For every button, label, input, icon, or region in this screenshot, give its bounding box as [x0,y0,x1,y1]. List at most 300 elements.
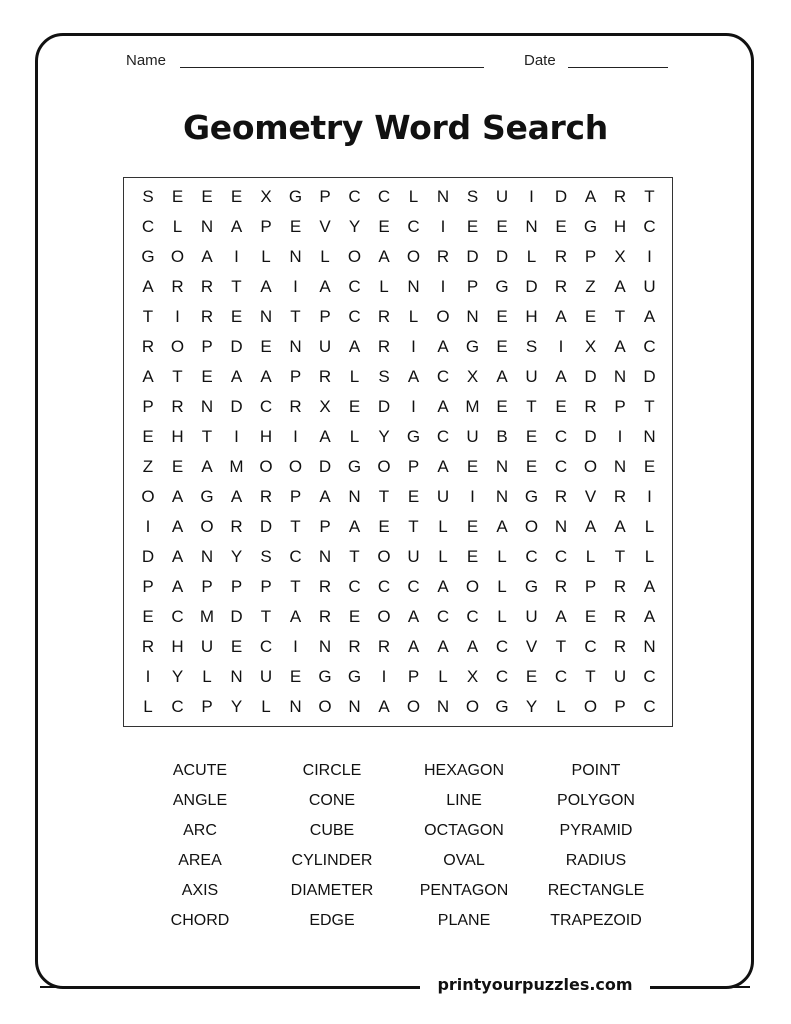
grid-letter[interactable]: E [466,457,479,476]
grid-letter[interactable]: C [643,667,656,686]
grid-letter[interactable]: A [407,367,420,386]
grid-letter[interactable]: N [407,277,420,296]
grid-letter[interactable]: A [437,457,449,476]
grid-letter[interactable]: P [142,397,154,416]
grid-letter[interactable]: A [260,277,272,296]
grid-letter[interactable]: U [436,487,450,506]
grid-letter[interactable]: N [495,457,509,476]
name-line[interactable] [180,67,484,68]
grid-letter[interactable]: A [437,637,449,656]
grid-letter[interactable]: S [260,547,272,566]
grid-letter[interactable]: C [348,577,361,596]
grid-letter[interactable]: R [554,247,568,266]
grid-letter[interactable]: A [466,637,479,656]
grid-letter[interactable]: D [643,367,656,386]
grid-letter[interactable]: G [200,487,214,506]
grid-letter[interactable]: C [259,397,273,416]
grid-letter[interactable]: R [200,307,214,326]
grid-letter[interactable]: R [171,397,184,416]
grid-letter[interactable]: A [496,367,508,386]
grid-letter[interactable]: E [555,397,567,416]
grid-letter[interactable]: V [525,637,538,656]
grid-letter[interactable]: X [614,247,626,266]
grid-letter[interactable]: P [319,187,331,206]
grid-letter[interactable]: P [230,577,243,596]
grid-letter[interactable]: C [348,187,361,206]
grid-letter[interactable]: Y [171,667,184,686]
grid-letter[interactable]: N [200,397,214,416]
grid-letter[interactable]: R [318,577,332,596]
grid-letter[interactable]: R [230,517,243,536]
grid-letter[interactable]: O [377,547,391,566]
grid-letter[interactable]: E [142,427,154,446]
grid-letter[interactable]: S [525,337,538,356]
grid-letter[interactable]: L [320,247,330,266]
grid-letter[interactable]: L [497,607,507,626]
grid-letter[interactable]: X [584,337,597,356]
grid-letter[interactable]: A [437,337,449,356]
grid-letter[interactable]: C [643,697,656,716]
grid-letter[interactable]: I [617,427,623,446]
grid-letter[interactable]: E [466,547,479,566]
grid-letter[interactable]: A [348,337,361,356]
grid-letter[interactable]: A [378,247,390,266]
grid-letter[interactable]: U [525,367,538,386]
grid-letter[interactable]: A [614,517,626,536]
grid-letter[interactable]: P [289,367,302,386]
grid-letter[interactable]: Y [348,217,361,236]
grid-letter[interactable]: L [408,187,419,206]
grid-letter[interactable]: C [584,637,597,656]
grid-letter[interactable]: G [524,577,539,596]
grid-letter[interactable]: P [614,697,626,716]
grid-letter[interactable]: A [142,277,154,296]
grid-letter[interactable]: R [554,487,568,506]
grid-letter[interactable]: O [465,577,480,596]
grid-letter[interactable]: N [259,307,273,326]
grid-letter[interactable]: D [318,457,332,476]
grid-letter[interactable]: A [378,697,390,716]
grid-letter[interactable]: H [525,307,538,326]
grid-letter[interactable]: I [381,667,387,686]
grid-letter[interactable]: I [440,217,446,236]
grid-letter[interactable]: R [613,637,627,656]
grid-letter[interactable]: E [260,337,272,356]
grid-letter[interactable]: A [171,487,184,506]
grid-letter[interactable]: S [142,187,154,206]
grid-letter[interactable]: Z [585,277,596,296]
grid-letter[interactable]: L [379,277,389,296]
grid-letter[interactable]: C [407,217,420,236]
grid-letter[interactable]: I [558,337,564,356]
grid-letter[interactable]: D [554,187,568,206]
grid-letter[interactable]: U [613,667,627,686]
grid-letter[interactable]: E [466,517,479,536]
grid-letter[interactable]: N [613,457,627,476]
grid-letter[interactable]: A [289,607,302,626]
grid-letter[interactable]: A [643,577,656,596]
grid-letter[interactable]: E [555,217,567,236]
grid-letter[interactable]: A [201,457,213,476]
grid-letter[interactable]: L [526,247,537,266]
grid-letter[interactable]: E [230,187,243,206]
grid-letter[interactable]: E [378,217,390,236]
grid-letter[interactable]: I [411,397,416,416]
grid-letter[interactable]: E [348,607,361,626]
grid-letter[interactable]: P [260,577,272,596]
grid-letter[interactable]: O [465,697,480,716]
grid-letter[interactable]: A [230,367,243,386]
grid-letter[interactable]: D [584,367,597,386]
grid-letter[interactable]: A [437,397,449,416]
grid-letter[interactable]: T [614,307,626,326]
grid-letter[interactable]: A [230,487,243,506]
grid-letter[interactable]: L [556,697,566,716]
grid-letter[interactable]: L [408,307,419,326]
grid-letter[interactable]: E [201,187,213,206]
grid-letter[interactable]: M [465,397,480,416]
grid-letter[interactable]: A [319,487,331,506]
grid-letter[interactable]: C [171,607,184,626]
grid-letter[interactable]: C [525,547,538,566]
grid-letter[interactable]: I [440,277,446,296]
grid-letter[interactable]: R [171,277,184,296]
grid-letter[interactable]: U [643,277,656,296]
grid-letter[interactable]: O [436,307,450,326]
grid-letter[interactable]: C [436,427,450,446]
grid-letter[interactable]: A [437,577,449,596]
grid-letter[interactable]: U [318,337,332,356]
grid-letter[interactable]: N [554,517,568,536]
grid-letter[interactable]: P [407,457,420,476]
grid-letter[interactable]: D [377,397,391,416]
grid-letter[interactable]: N [613,367,627,386]
grid-letter[interactable]: T [142,307,154,326]
grid-letter[interactable]: R [141,337,155,356]
grid-letter[interactable]: C [171,697,184,716]
grid-letter[interactable]: A [555,307,567,326]
grid-letter[interactable]: E [142,607,154,626]
grid-letter[interactable]: G [347,457,362,476]
grid-letter[interactable]: C [436,607,450,626]
grid-letter[interactable]: L [585,547,596,566]
grid-letter[interactable]: S [378,367,390,386]
grid-letter[interactable]: E [496,337,508,356]
grid-letter[interactable]: G [495,697,509,716]
grid-letter[interactable]: O [141,487,155,506]
grid-letter[interactable]: G [406,427,421,446]
grid-letter[interactable]: N [466,307,479,326]
grid-letter[interactable]: A [407,607,420,626]
grid-letter[interactable]: P [201,337,213,356]
grid-letter[interactable]: R [377,337,391,356]
grid-letter[interactable]: Y [525,697,538,716]
grid-letter[interactable]: E [584,307,597,326]
grid-letter[interactable]: O [170,247,185,266]
grid-letter[interactable]: E [171,187,184,206]
grid-letter[interactable]: C [141,217,155,236]
grid-letter[interactable]: R [584,397,597,416]
grid-letter[interactable]: E [525,457,538,476]
grid-letter[interactable]: O [288,457,303,476]
grid-letter[interactable]: I [293,277,298,296]
grid-letter[interactable]: T [408,517,419,536]
grid-letter[interactable]: E [584,607,597,626]
grid-letter[interactable]: M [229,457,244,476]
grid-letter[interactable]: I [411,337,416,356]
grid-letter[interactable]: U [525,607,538,626]
grid-letter[interactable]: U [495,187,509,206]
grid-letter[interactable]: T [526,397,537,416]
grid-letter[interactable]: P [201,577,213,596]
grid-letter[interactable]: R [613,607,627,626]
grid-letter[interactable]: R [259,487,273,506]
grid-letter[interactable]: E [525,427,538,446]
grid-letter[interactable]: D [495,247,509,266]
grid-letter[interactable]: P [407,667,420,686]
grid-letter[interactable]: U [466,427,479,446]
grid-letter[interactable]: R [318,367,332,386]
grid-letter[interactable]: C [377,187,391,206]
grid-letter[interactable]: C [436,367,450,386]
grid-letter[interactable]: R [613,577,627,596]
grid-letter[interactable]: Y [378,427,390,446]
grid-letter[interactable]: R [554,277,568,296]
grid-letter[interactable]: T [585,667,596,686]
grid-letter[interactable]: E [201,367,213,386]
grid-letter[interactable]: C [495,637,509,656]
grid-letter[interactable]: L [172,217,183,236]
grid-letter[interactable]: D [584,427,597,446]
grid-letter[interactable]: G [524,487,539,506]
grid-letter[interactable]: L [349,367,360,386]
grid-letter[interactable]: R [200,277,214,296]
grid-letter[interactable]: L [438,517,448,536]
grid-letter[interactable]: N [436,697,450,716]
grid-letter[interactable]: L [143,697,153,716]
grid-letter[interactable]: O [200,517,214,536]
grid-letter[interactable]: A [171,547,184,566]
grid-letter[interactable]: T [260,607,272,626]
grid-letter[interactable]: R [613,487,627,506]
grid-letter[interactable]: N [525,217,538,236]
grid-letter[interactable]: O [259,457,273,476]
grid-letter[interactable]: C [348,307,361,326]
grid-letter[interactable]: I [293,637,298,656]
grid-letter[interactable]: A [142,367,154,386]
grid-letter[interactable]: E [407,487,420,506]
grid-letter[interactable]: O [377,607,391,626]
grid-letter[interactable]: A [260,367,272,386]
grid-letter[interactable]: A [584,517,597,536]
grid-letter[interactable]: L [202,667,212,686]
grid-letter[interactable]: D [259,517,273,536]
grid-letter[interactable]: X [466,367,479,386]
grid-letter[interactable]: N [643,637,656,656]
grid-letter[interactable]: N [318,637,332,656]
grid-letter[interactable]: I [234,247,239,266]
grid-letter[interactable]: N [348,487,361,506]
grid-letter[interactable]: R [377,637,391,656]
grid-letter[interactable]: D [466,247,479,266]
grid-letter[interactable]: C [466,607,479,626]
grid-letter[interactable]: E [348,397,361,416]
grid-letter[interactable]: S [466,187,479,206]
grid-letter[interactable]: O [524,517,539,536]
grid-letter[interactable]: T [614,547,626,566]
grid-letter[interactable]: T [644,397,655,416]
grid-letter[interactable]: E [525,667,538,686]
grid-letter[interactable]: N [200,217,214,236]
grid-letter[interactable]: O [318,697,332,716]
grid-letter[interactable]: L [349,427,360,446]
grid-letter[interactable]: P [614,397,626,416]
grid-letter[interactable]: A [555,607,567,626]
grid-letter[interactable]: R [554,577,568,596]
grid-letter[interactable]: E [289,667,302,686]
grid-letter[interactable]: O [406,697,421,716]
grid-letter[interactable]: Z [142,457,154,476]
grid-letter[interactable]: A [643,307,656,326]
grid-letter[interactable]: C [554,427,568,446]
grid-letter[interactable]: E [496,397,508,416]
grid-letter[interactable]: G [141,247,155,266]
grid-letter[interactable]: N [348,697,361,716]
grid-letter[interactable]: R [289,397,302,416]
grid-letter[interactable]: A [201,247,213,266]
grid-letter[interactable]: A [230,217,243,236]
grid-letter[interactable]: P [201,697,213,716]
grid-letter[interactable]: R [377,307,391,326]
grid-letter[interactable]: L [497,547,507,566]
grid-letter[interactable]: C [554,667,568,686]
grid-letter[interactable]: T [290,517,301,536]
grid-letter[interactable]: A [348,517,361,536]
grid-letter[interactable]: N [230,667,243,686]
grid-letter[interactable]: A [614,277,626,296]
grid-letter[interactable]: N [495,487,509,506]
grid-letter[interactable]: G [465,337,480,356]
grid-letter[interactable]: T [378,487,390,506]
grid-letter[interactable]: A [407,637,420,656]
grid-letter[interactable]: T [172,367,183,386]
grid-letter[interactable]: N [289,697,302,716]
grid-letter[interactable]: A [171,517,184,536]
grid-letter[interactable]: U [200,637,214,656]
grid-letter[interactable]: A [319,427,331,446]
grid-letter[interactable]: H [259,427,273,446]
grid-letter[interactable]: U [259,667,273,686]
grid-letter[interactable]: P [466,277,479,296]
grid-letter[interactable]: E [230,637,243,656]
grid-letter[interactable]: I [647,487,652,506]
grid-letter[interactable]: P [319,517,331,536]
grid-letter[interactable]: C [643,337,656,356]
grid-letter[interactable]: C [377,577,391,596]
grid-letter[interactable]: M [199,607,215,626]
grid-letter[interactable]: X [260,187,272,206]
grid-letter[interactable]: I [175,307,180,326]
grid-letter[interactable]: E [643,457,656,476]
grid-letter[interactable]: C [289,547,302,566]
grid-letter[interactable]: R [141,637,155,656]
grid-letter[interactable]: U [407,547,420,566]
grid-letter[interactable]: N [289,247,302,266]
grid-letter[interactable]: L [261,247,271,266]
grid-letter[interactable]: O [583,697,598,716]
grid-letter[interactable]: D [230,607,243,626]
grid-letter[interactable]: N [289,337,302,356]
date-line[interactable] [568,67,668,68]
grid-letter[interactable]: R [613,187,627,206]
grid-letter[interactable]: E [496,217,508,236]
grid-letter[interactable]: D [230,337,243,356]
grid-letter[interactable]: P [584,247,597,266]
grid-letter[interactable]: G [318,667,332,686]
grid-letter[interactable]: C [348,277,361,296]
grid-letter[interactable]: N [318,547,332,566]
grid-letter[interactable]: L [497,577,507,596]
grid-letter[interactable]: H [171,427,184,446]
grid-letter[interactable]: A [614,337,626,356]
grid-letter[interactable]: E [230,307,243,326]
grid-letter[interactable]: V [584,487,597,506]
grid-letter[interactable]: T [349,547,360,566]
grid-letter[interactable]: C [554,457,568,476]
grid-letter[interactable]: L [261,697,271,716]
grid-letter[interactable]: T [290,577,301,596]
grid-letter[interactable]: E [378,517,390,536]
grid-letter[interactable]: E [289,217,302,236]
grid-letter[interactable]: G [288,187,303,206]
grid-letter[interactable]: C [495,667,509,686]
grid-letter[interactable]: P [319,307,331,326]
grid-letter[interactable]: L [438,667,448,686]
grid-letter[interactable]: C [643,217,656,236]
grid-letter[interactable]: R [348,637,361,656]
grid-letter[interactable]: G [495,277,509,296]
grid-letter[interactable]: H [613,217,627,236]
grid-letter[interactable]: T [555,637,567,656]
grid-letter[interactable]: D [141,547,155,566]
grid-letter[interactable]: C [259,637,273,656]
grid-letter[interactable]: O [583,457,598,476]
grid-letter[interactable]: P [289,487,302,506]
grid-letter[interactable]: R [436,247,450,266]
grid-letter[interactable]: H [171,637,184,656]
grid-letter[interactable]: O [406,247,421,266]
grid-letter[interactable]: A [555,367,567,386]
grid-letter[interactable]: A [584,187,597,206]
grid-letter[interactable]: L [438,547,448,566]
grid-letter[interactable]: V [319,217,331,236]
grid-letter[interactable]: I [234,427,239,446]
grid-letter[interactable]: N [436,187,450,206]
grid-letter[interactable]: C [407,577,420,596]
grid-letter[interactable]: A [496,517,508,536]
grid-letter[interactable]: E [466,217,479,236]
grid-letter[interactable]: Y [230,547,243,566]
grid-letter[interactable]: E [171,457,184,476]
grid-letter[interactable]: G [583,217,598,236]
grid-letter[interactable]: O [170,337,185,356]
grid-letter[interactable]: O [377,457,391,476]
grid-letter[interactable]: P [142,577,154,596]
grid-letter[interactable]: X [466,667,479,686]
grid-letter[interactable]: P [260,217,272,236]
grid-letter[interactable]: C [554,547,568,566]
grid-letter[interactable]: T [201,427,213,446]
